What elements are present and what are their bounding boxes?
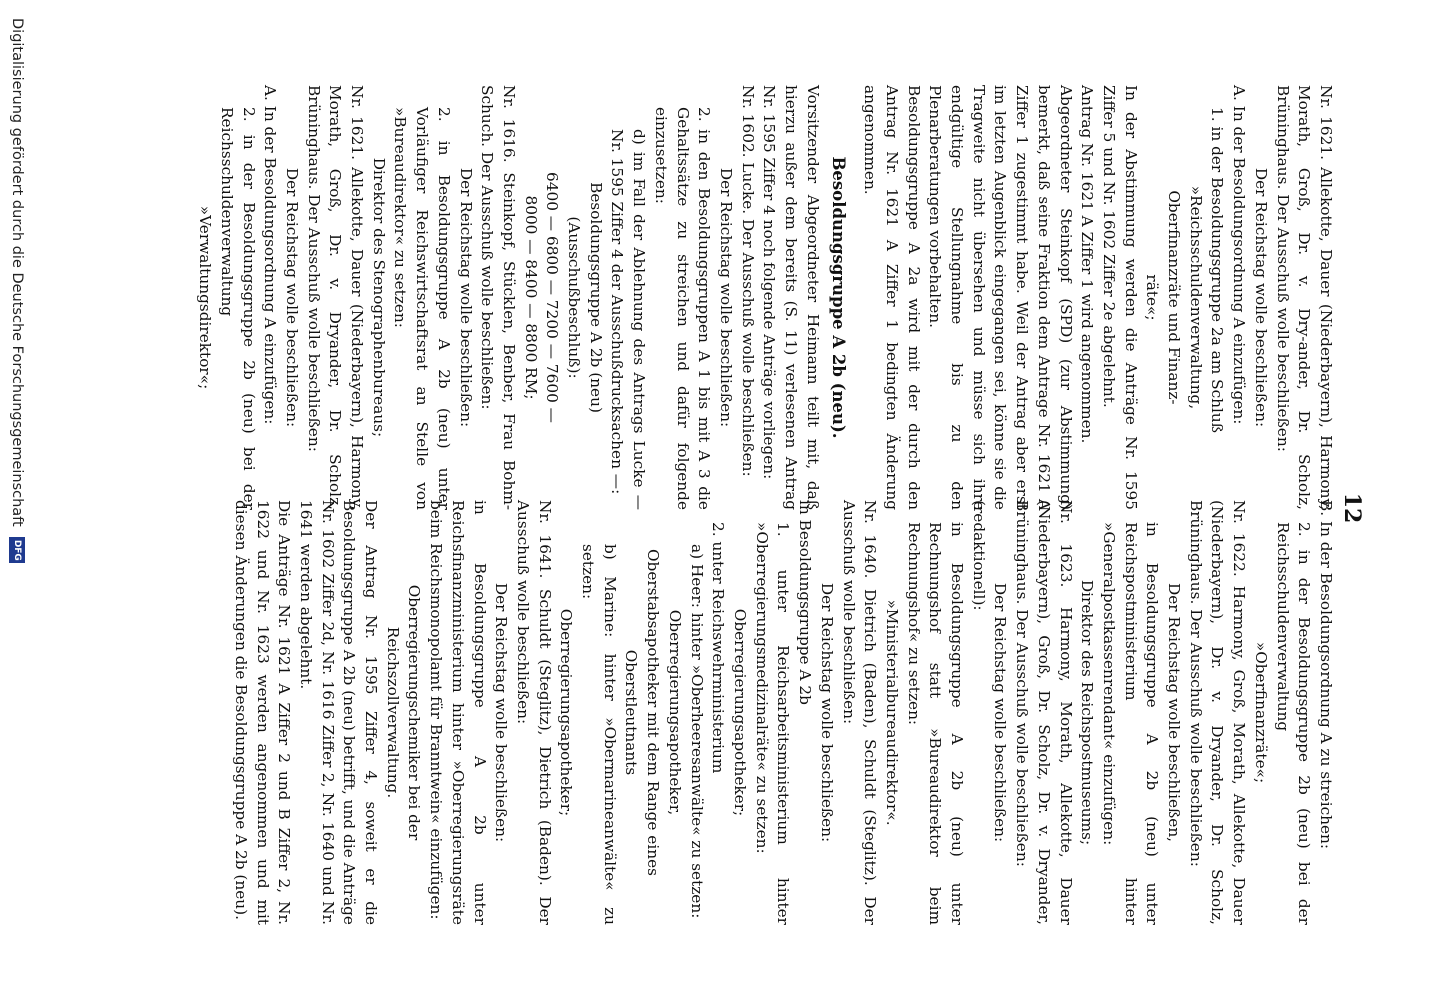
paragraph: »Ministerialbureaudirektor«.	[882, 599, 901, 826]
paragraph: Oberfinanzräte und Finanz-	[1165, 190, 1184, 405]
paragraph: Nr. 1616. Steinkopf, Stücklen, Benber, Frau Bohm-Schuch. Der Ausschuß wolle beschließen:	[478, 85, 518, 510]
paragraph: Der Reichstag wolle beschließen:	[991, 582, 1010, 843]
paragraph: »Oberfinanzräte«;	[1251, 641, 1270, 784]
paragraph: A. In der Besoldungsordnung A einzufügen:	[1230, 85, 1249, 425]
paragraph: Nr. 1621. Allekotte, Dauer (Niederbayern), Harmony, Morath, Groß, Dr. v. Dry-ander, Dr. Scholz, Brüninghaus. Der Ausschuß wolle beschließen:	[1273, 85, 1335, 510]
paragraph: räte«;	[1143, 274, 1162, 321]
paragraph: Der Reichstag wolle beschließen:	[282, 167, 301, 428]
paragraph: Oberregierungsapotheker;	[731, 608, 750, 817]
digitization-footer	[2, 18, 32, 998]
page-number: 12	[1339, 492, 1365, 524]
paragraph: Oberregierungsapotheker;	[557, 608, 576, 817]
paragraph: Nr. 1622. Harmony, Groß, Morath, Allekotte, Dauer (Niederbayern), Dr. v. Dryander, Dr. Scholz, Brüninghaus. Der Ausschuß wolle beschließen:	[1186, 500, 1249, 925]
paragraph: Antrag Nr. 1621 A Ziffer 1 wird angenommen.	[1078, 85, 1097, 444]
paragraph: Nr. 1623. Harmony, Morath, Allekotte, Dauer (Niederbayern), Groß, Dr. Scholz, Dr. v. Dryander, Brüninghaus. Der Ausschuß wolle beschließen:	[1013, 500, 1075, 925]
paragraph: A. In der Besoldungsordnung A einzufügen:	[261, 85, 280, 425]
paragraph: Der Reichstag wolle beschließen:	[1251, 167, 1270, 428]
text-column-left	[193, 85, 1336, 510]
paragraph: Der Antrag Nr. 1595 Ziffer 4, soweit er die Besoldungsgruppe A 2b (neu) betrifft, und die Anträge Nr. 1602 Ziffer 2d, Nr. 1616 Ziffer 2, Nr. 1640 und Nr. 1641 werden abgelehnt.	[296, 500, 381, 925]
paragraph: 2. unter Reichswehrministerium	[709, 522, 728, 774]
paragraph: in Besoldungsgruppe A 2b (neu) unter Rechnungshof statt »Bureaudirektor beim Rechnungshof« zu setzen:	[904, 522, 967, 925]
paragraph: 1. unter Reichsarbeitsministerium hinter »Oberregierungsmedizinalräte« zu setzen:	[752, 522, 793, 925]
paragraph: B. In der Besoldungsordnung A zu streichen:	[1317, 500, 1335, 850]
paragraph: 1. in der Besoldungsgruppe 2a am Schluß	[1208, 107, 1227, 433]
text-column-right	[229, 500, 1336, 925]
paragraph: Der Reichstag wolle beschließen:	[817, 582, 836, 843]
paragraph: In der Abstimmung werden die Anträge Nr. 1595 Ziffer 5 und Nr. 1602 Ziffer 2e abgelehnt.	[1099, 85, 1140, 510]
paragraph: Oberstleutnants	[622, 649, 641, 776]
footer-text: Digitalisierung gefördert durch die Deutsche Forschungsgemeinschaft	[9, 18, 25, 527]
paragraph: Oberstabsapotheker mit dem Range eines	[644, 549, 663, 876]
paragraph: in Besoldungsgruppe A 2b (neu) unter Reichspostministerium hinter »Generalpostkassenrendant« einzufügen:	[1099, 522, 1162, 925]
paragraph: Abgeordneter Steinkopf (SPD) (zur Abstimmung) bemerkt, daß seine Fraktion dem Antrage Nr. 1621 A Ziffer 1 zugestimmt habe. Weil der Antrag aber erst im letzten Augenblick eingegangen sei, könne sie die Tragweite nicht übersehen und müsse sich ihre endgültige Stellungnahme bis zu den Plenarberatungen vorbehalten.	[926, 85, 1075, 510]
paragraph: Vorsitzender Abgeordneter Heimann teilt mit, daß hierzu außer dem bereits (S. 11) verlesenen Antrag Nr. 1595 Ziffer 4 noch folgende Anträge vorliegen:	[760, 85, 822, 510]
paragraph: Der Reichstag wolle beschließen:	[456, 167, 475, 428]
paragraph: 2. in der Besoldungsgruppe 2b (neu) bei der Reichsschuldenverwaltung	[217, 107, 258, 510]
paragraph: Nr. 1640. Dietrich (Baden), Schuldt (Steglitz). Der Ausschuß wolle beschließen:	[839, 500, 880, 925]
paragraph: Oberregierungsapotheker,	[665, 609, 684, 816]
paragraph: Oberregierungschemiker bei der Reichszollverwaltung.	[383, 584, 424, 841]
paragraph: 2. in der Besoldungsgruppe 2b (neu) bei der Reichsschuldenverwaltung	[1273, 522, 1314, 925]
paragraph: 2. in den Besoldungsgruppen A 1 bis mit A 3 die Gehaltssätze zu streichen und dafür folgende einzusetzen:	[651, 107, 714, 510]
paragraph: Der Reichstag wolle beschließen:	[717, 167, 736, 428]
paragraph: b) Marine: hinter »Obermarineanwälte« zu setzen:	[579, 544, 619, 925]
paragraph: Der Reichstag wolle beschließen:	[492, 582, 511, 843]
paragraph: Besoldungsgruppe A 2a wird mit der durch den Antrag Nr. 1621 A Ziffer 1 bedingten Änderung angenommen.	[861, 85, 923, 510]
paragraph: Nr. 1621. Allekotte, Dauer (Niederbayern), Harmony, Morath, Groß, Dr. v. Dryander, Dr. Scholz, Brüninghaus. Der Ausschuß wolle beschließen:	[304, 85, 367, 510]
paragraph: 6400 — 6800 — 7200 — 7600 —	[543, 172, 562, 423]
paragraph: d) im Fall der Ablehnung des Antrags Lucke — Nr. 1595 Ziffer 4 der Ausschußdrucksachen —:	[608, 129, 649, 510]
paragraph: in Besoldungsgruppe A 2b	[796, 500, 815, 705]
paragraph: in Besoldungsgruppe A 2b unter Reichsfinanzministerium hinter »Oberregierungsräte beim Reichsmonopolamt für Branntwein« einzufügen:	[427, 500, 489, 925]
dfg-logo: DFG	[9, 537, 25, 563]
paragraph: 2. in Besoldungsgruppe A 2b (neu) unter Vorläufiger Reichswirtschaftsrat an Stelle von »Bureaudirektor« zu setzen:	[391, 107, 453, 510]
paragraph: a) Heer: hinter »Oberheeresanwälte« zu setzen:	[687, 544, 706, 919]
paragraph: Der Reichstag wolle beschließen,	[1165, 582, 1184, 843]
paragraph: Die Anträge Nr. 1621 A Ziffer 2 und B Ziffer 2, Nr. 1622 und Nr. 1623 werden angenommen und mit diesen Änderungen die Besoldungsgruppe A 2b (neu).	[231, 500, 294, 925]
paragraph: Direktor des Stenographenbureaus;	[369, 157, 388, 438]
paragraph: 8000 — 8400 — 8800 RM;	[521, 195, 540, 400]
paragraph: (redaktionell):	[969, 500, 988, 611]
paragraph: (Ausschußbeschluß):	[565, 216, 584, 379]
paragraph: Direktor des Reichspostmuseums;	[1078, 579, 1097, 846]
paragraph: »Verwaltungsdirektor«;	[196, 205, 215, 390]
paragraph: Nr. 1641. Schuldt (Steglitz), Dietrich (Baden). Der Ausschuß wolle beschließen:	[513, 500, 554, 925]
paragraph: Nr. 1602. Lucke. Der Ausschuß wolle beschließen:	[738, 85, 757, 477]
paragraph: Besoldungsgruppe A 2b (neu)	[586, 182, 605, 413]
paragraph: Besoldungsgruppe A 2b (neu).	[828, 156, 848, 439]
paragraph: »Reichsschuldenverwaltung,	[1186, 185, 1205, 410]
